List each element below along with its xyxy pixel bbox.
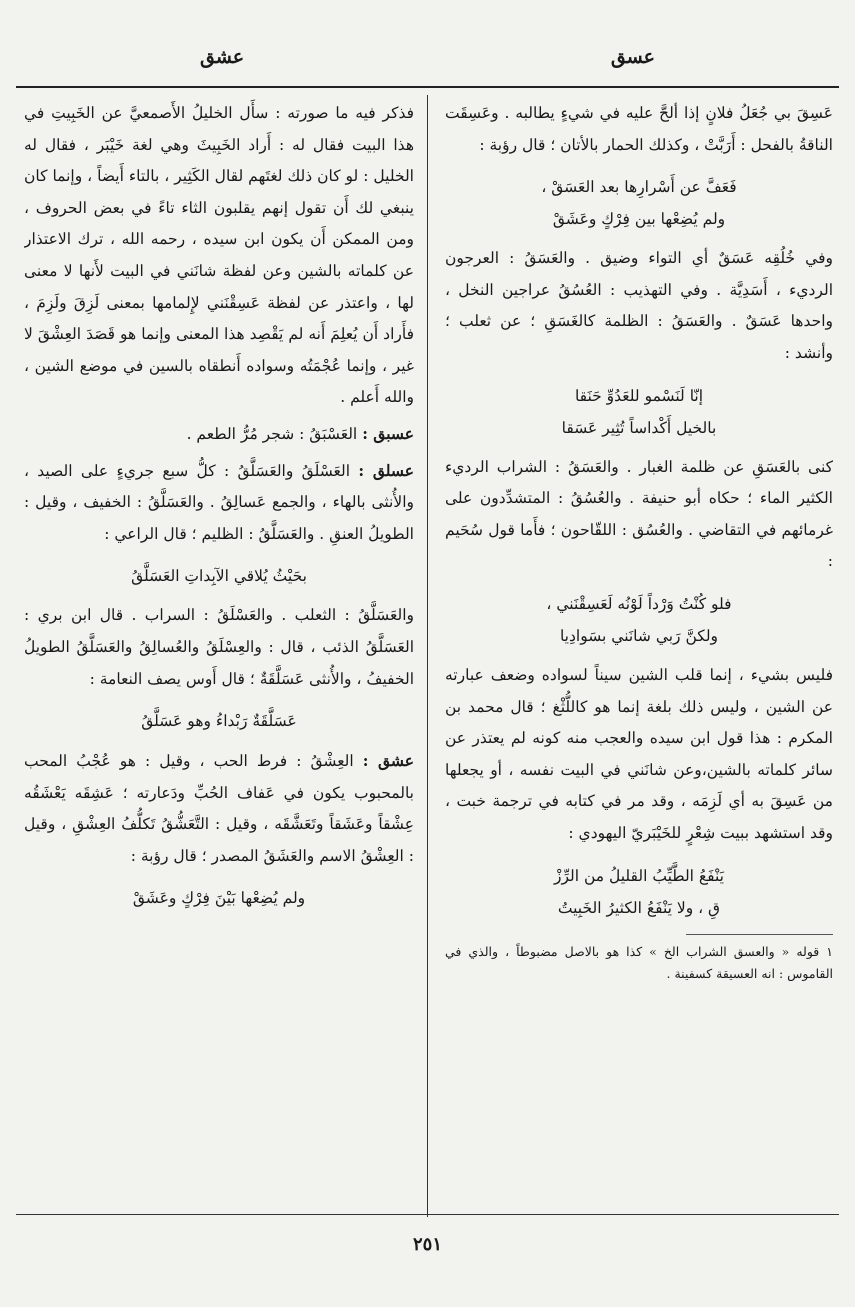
header-rule (16, 86, 839, 88)
verse-line: يَنْفَعُ الطَّيِّبُ القليلُ من الرِّزْ (553, 866, 724, 885)
paragraph: والعَسَلَّقُ : الثعلب . والعَسْلَقُ : السراب . قال ابن بري : العَسَلَّقُ الذئب ، قال : والعِسْلَقُ والعُسالِقُ والعَسَلَّقُ الطويلُ الخفيفُ ، والأُنثى عَسَلَّقَةٌ ؛ قال أَوس يصف النعامة : (24, 606, 414, 688)
headword: عسبق : (362, 423, 414, 443)
verse-line: عَسَلَّقَةٌ رَبْداءُ وهو عَسَلَّقُ (141, 712, 297, 731)
verse-line: قِ ، ولا يَنْفَعُ الكثيرُ الخَبِيتُ (557, 898, 721, 917)
verse-line: فَعَفَّ عن أَسْرارِها بعد العَسَقْ ، (541, 178, 737, 197)
verse-line: ولم يُضِعْها بين فِرْكٍ وعَشَقْ (552, 210, 726, 229)
verse (445, 380, 833, 444)
verse-line: ولم يُضِعْها بَيْنَ فِرْكٍ وعَشَقْ (132, 889, 306, 908)
column-separator (427, 95, 428, 1217)
verse-line: بالخيل أَكْداساً تُثِير عَسَقا (561, 418, 717, 437)
paragraph: فليس بشيء ، إنما قلب الشين سيناً لسواده وضعف عبارته عن الشين ، وليس ذلك بلغة إنما هو كاللُّثْغ ؛ قال محمد بن المكرم : هذا قول ابن سيده والعجب منه كونه لم يعتذر عن سائر كلماته بالشين،وعن شانَني في البيت نفسه ، أو يجعلها من عَسِقَ به أي لَزِمَه ، وقد مر في كتابه في ترجمة خبت ، وقد استشهد ببيت شِعْرٍ للخَيْبَريّ اليهودي : (445, 665, 833, 842)
page-number: ٢٥١ (412, 1234, 442, 1255)
verse (24, 560, 414, 592)
verse-line: فلو كُنْتُ وَرْداً لَوْنُه لَعَسِقْنَني ، (546, 594, 732, 613)
left-column (24, 98, 414, 1211)
verse-line: إنّا لَنَسْمو للعَدُوِّ حَنَقا (574, 386, 704, 405)
right-column (445, 98, 833, 1211)
entry-text: العَسْلَقُ والعَسَلَّقُ : كلُّ سبع جريءٍ على الصيد ، والأُنثى بالهاء ، والجمع عَسالِقُ . والعَسَلَّقُ : الخفيف ، وقيل : الطويلُ العنقِ . والعَسَلَّقُ : الظليم ؛ قال الراعي : (24, 461, 414, 543)
verse (445, 171, 833, 235)
verse (445, 588, 833, 652)
entry-asbaq (24, 418, 414, 451)
entry-asalaq (24, 455, 414, 551)
verse-line: ولكنَّ رَبي شانَني بسَوادِيا (559, 626, 719, 645)
paragraph: عَسِقَ بي جُعَلُ فلانٍ إذا ألحَّ عليه في شيءٍ يطالبه . وعَسِقَت الناقةُ بالفحل : أَرَبَّتْ ، وكذلك الحمار بالأتان ؛ قال رؤبة : (445, 104, 833, 154)
verse (445, 860, 833, 924)
paragraph: وفي خُلُقِه عَسَقٌ أي التواء وضيق . والعَسَقُ : العرجون الرديء ، أَسَدِيَّة . وفي التهذيب : العُسُقُ عراجين النخل ، واحدها عَسَقٌ . والعَسَقُ : الظلمة كالغَسَقِ ؛ عن ثعلب ؛ وأنشد : (445, 249, 833, 362)
verse (24, 882, 414, 914)
paragraph: فذكر فيه ما صورته : سأَل الخليلُ الأَصمعيَّ عن الخَبِيتِ في هذا البيت فقال له : أَراد الخَبِيثَ وهي لغة خَيْبَر ، فقال له الخليل : لو كان ذلك لغتَهم لقال الكَثِير ، بالتاء أَيضاً ، وإنما كان ينبغي لك أَن تقول إنهم يقلبون الثاء تاءً في بعض الحروف ، ومن الممكن أَن يكون ابن سيده ، رحمه الله ، ترك الاعتذار عن كلماته بالشين وعن لفظة شانَني في البيت لأَنها لا معنى لها ، واعتذر عن لفظة عَسِقْنَني لإِلمامها بمعنى لَزِقَ ولَزِمَ ، فأَراد أَن يُعلِمَ أَنه لم يَقْصِد هذا المعنى وإنما هو قَصَدَ العِشْقَ لا غير ، وإنما عُجْمَتُه وسواده أَنطقاه بالسين في موضع الشين ، والله أَعلم . (24, 104, 414, 407)
entry-ashaq (24, 745, 414, 872)
headword: عشق : (362, 751, 414, 771)
verse-line: بحَيْثُ يُلاقي الآبِداتِ العَسَلَّقُ (131, 567, 307, 586)
paragraph: كنى بالعَسَقِ عن ظلمة الغبار . والعَسَقُ : الشراب الرديء الكثير الماء ؛ حكاه أبو حنيفة . والعُسُقُ : المتشدِّدون على غرمائهم في التقاضي . والعُسُق : اللقّاحون ؛ فأَما قول سُحَيم : (445, 457, 833, 571)
entry-text: العَسْبَقُ : شجر مُرُّ الطعم . (186, 424, 358, 443)
verse (24, 705, 414, 737)
footnote: ١ قوله « والعسق الشراب الخ » كذا هو بالاصل مضبوطاً ، والذي في القاموس : انه العسيقة كسفينة . (445, 943, 833, 981)
entry-text: العِشْقُ : فرط الحب ، وقيل : هو عُجْبُ المحب بالمحبوب يكون في عَفاف الحُبِّ ودَعارته ؛ عَشِقَه يَعْشَقُه عِشْقاً وعَشَقاً وتَعَشَّقَه ، وقيل : التَّعَشُّقُ تَكلُّفُ العِشْقِ ، وقيل : العِشْقُ الاسم والعَشَقُ المصدر ؛ قال رؤبة : (24, 752, 414, 865)
footnote-separator (686, 934, 833, 935)
footer-rule (16, 1214, 839, 1215)
running-header-left: عشق (200, 46, 245, 68)
running-header-right: عسق (610, 46, 655, 68)
headword: عسلق : (358, 460, 414, 480)
